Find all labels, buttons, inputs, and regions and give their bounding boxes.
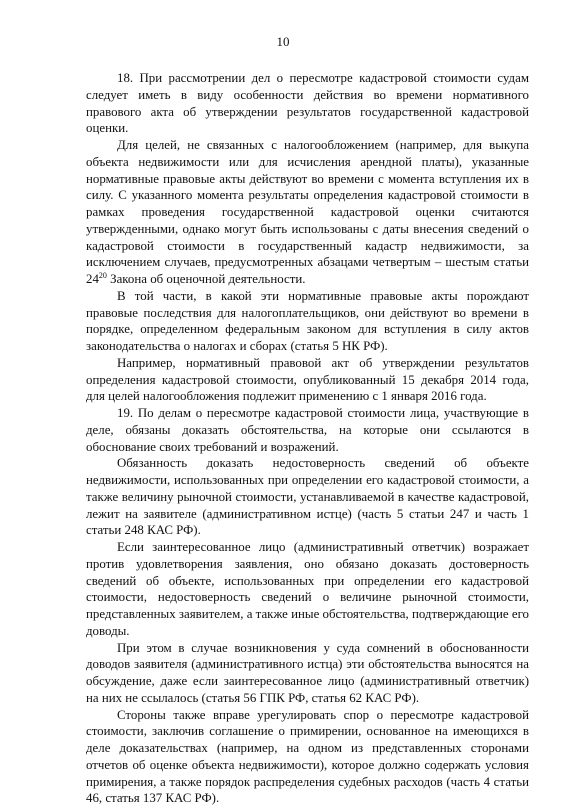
article-superscript: 20: [99, 271, 107, 280]
document-body: [86, 70, 529, 807]
paragraph-court-doubts: При этом в случае возникновения у суда сомнений в обоснованности доводов заявителя (административного истца) эти обстоятельства выносятся на обсуждение, даже если заинтересованное лицо (административный ответчик) на них не ссылалось (статья 56 ГПК РФ, статья 62 КАС РФ).: [86, 640, 529, 707]
paragraph-respondent-objection: Если заинтересованное лицо (административный ответчик) возражает против удовлетворения заявления, оно обязано доказать достоверность сведений об объекте, использованных при определении его кадастровой стоимости, недостоверность сведений о величине рыночной стоимости, представленных заявителем, а также иные обстоятельства, подтверждающие его доводы.: [86, 539, 529, 640]
paragraph-settlement: Стороны также вправе урегулировать спор о пересмотре кадастровой стоимости, заключив соглашение о примирении, основанное на имеющихся в деле доказательствах (например, на одном из представленных сторонами отчетов об оценке объекта недвижимости), которое должно содержать условия примирения, а также порядок распределения судебных расходов (часть 4 статьи 46, статья 137 КАС РФ).: [86, 707, 529, 807]
paragraph-example: Например, нормативный правовой акт об утверждении результатов определения кадастровой стоимости, опубликованный 15 декабря 2014 года, для целей налогообложения подлежит применению с 1 января 2016 года.: [86, 355, 529, 405]
paragraph-18: 18. При рассмотрении дел о пересмотре кадастровой стоимости судам следует иметь в виду особенности действия во времени нормативного правового акта об утверждении результатов государственной кадастровой оценки.: [86, 70, 529, 137]
paragraph-non-tax-purposes: [86, 137, 529, 288]
paragraph-19: 19. По делам о пересмотре кадастровой стоимости лица, участвующие в деле, обязаны доказать обстоятельства, на которые они ссылаются в обоснование своих требований и возражений.: [86, 405, 529, 455]
paragraph-tail: Закона об оценочной деятельности.: [107, 272, 306, 286]
paragraph-text: Для целей, не связанных с налогообложением (например, для выкупа объекта недвижимости или для исчисления арендной платы), указанные нормативные правовые акты действуют во времени с момента вступления их в силу. С указанного момента результаты определения кадастровой стоимости в рамках проведения государственной кадастровой оценки считаются утвержденными, однако могут быть использованы с даты внесения сведений о кадастровой стоимости в государственный кадастр недвижимости, за исключением случаев, предусмотренных абзацами четвертым – шестым статьи 24: [86, 138, 529, 286]
paragraph-tax-consequences: В той части, в какой эти нормативные правовые акты порождают правовые последствия для налогоплательщиков, они действуют во времени в порядке, определенном федеральным законом для вступления в силу актов законодательства о налогах и сборах (статья 5 НК РФ).: [86, 288, 529, 355]
page-number: 10: [0, 34, 566, 50]
paragraph-burden-of-proof: Обязанность доказать недостоверность сведений об объекте недвижимости, использованных при определении его кадастровой стоимости, а также величину рыночной стоимости, устанавливаемой в качестве кадастровой, лежит на заявителе (административном истце) (часть 5 статьи 247 и часть 1 статьи 248 КАС РФ).: [86, 455, 529, 539]
